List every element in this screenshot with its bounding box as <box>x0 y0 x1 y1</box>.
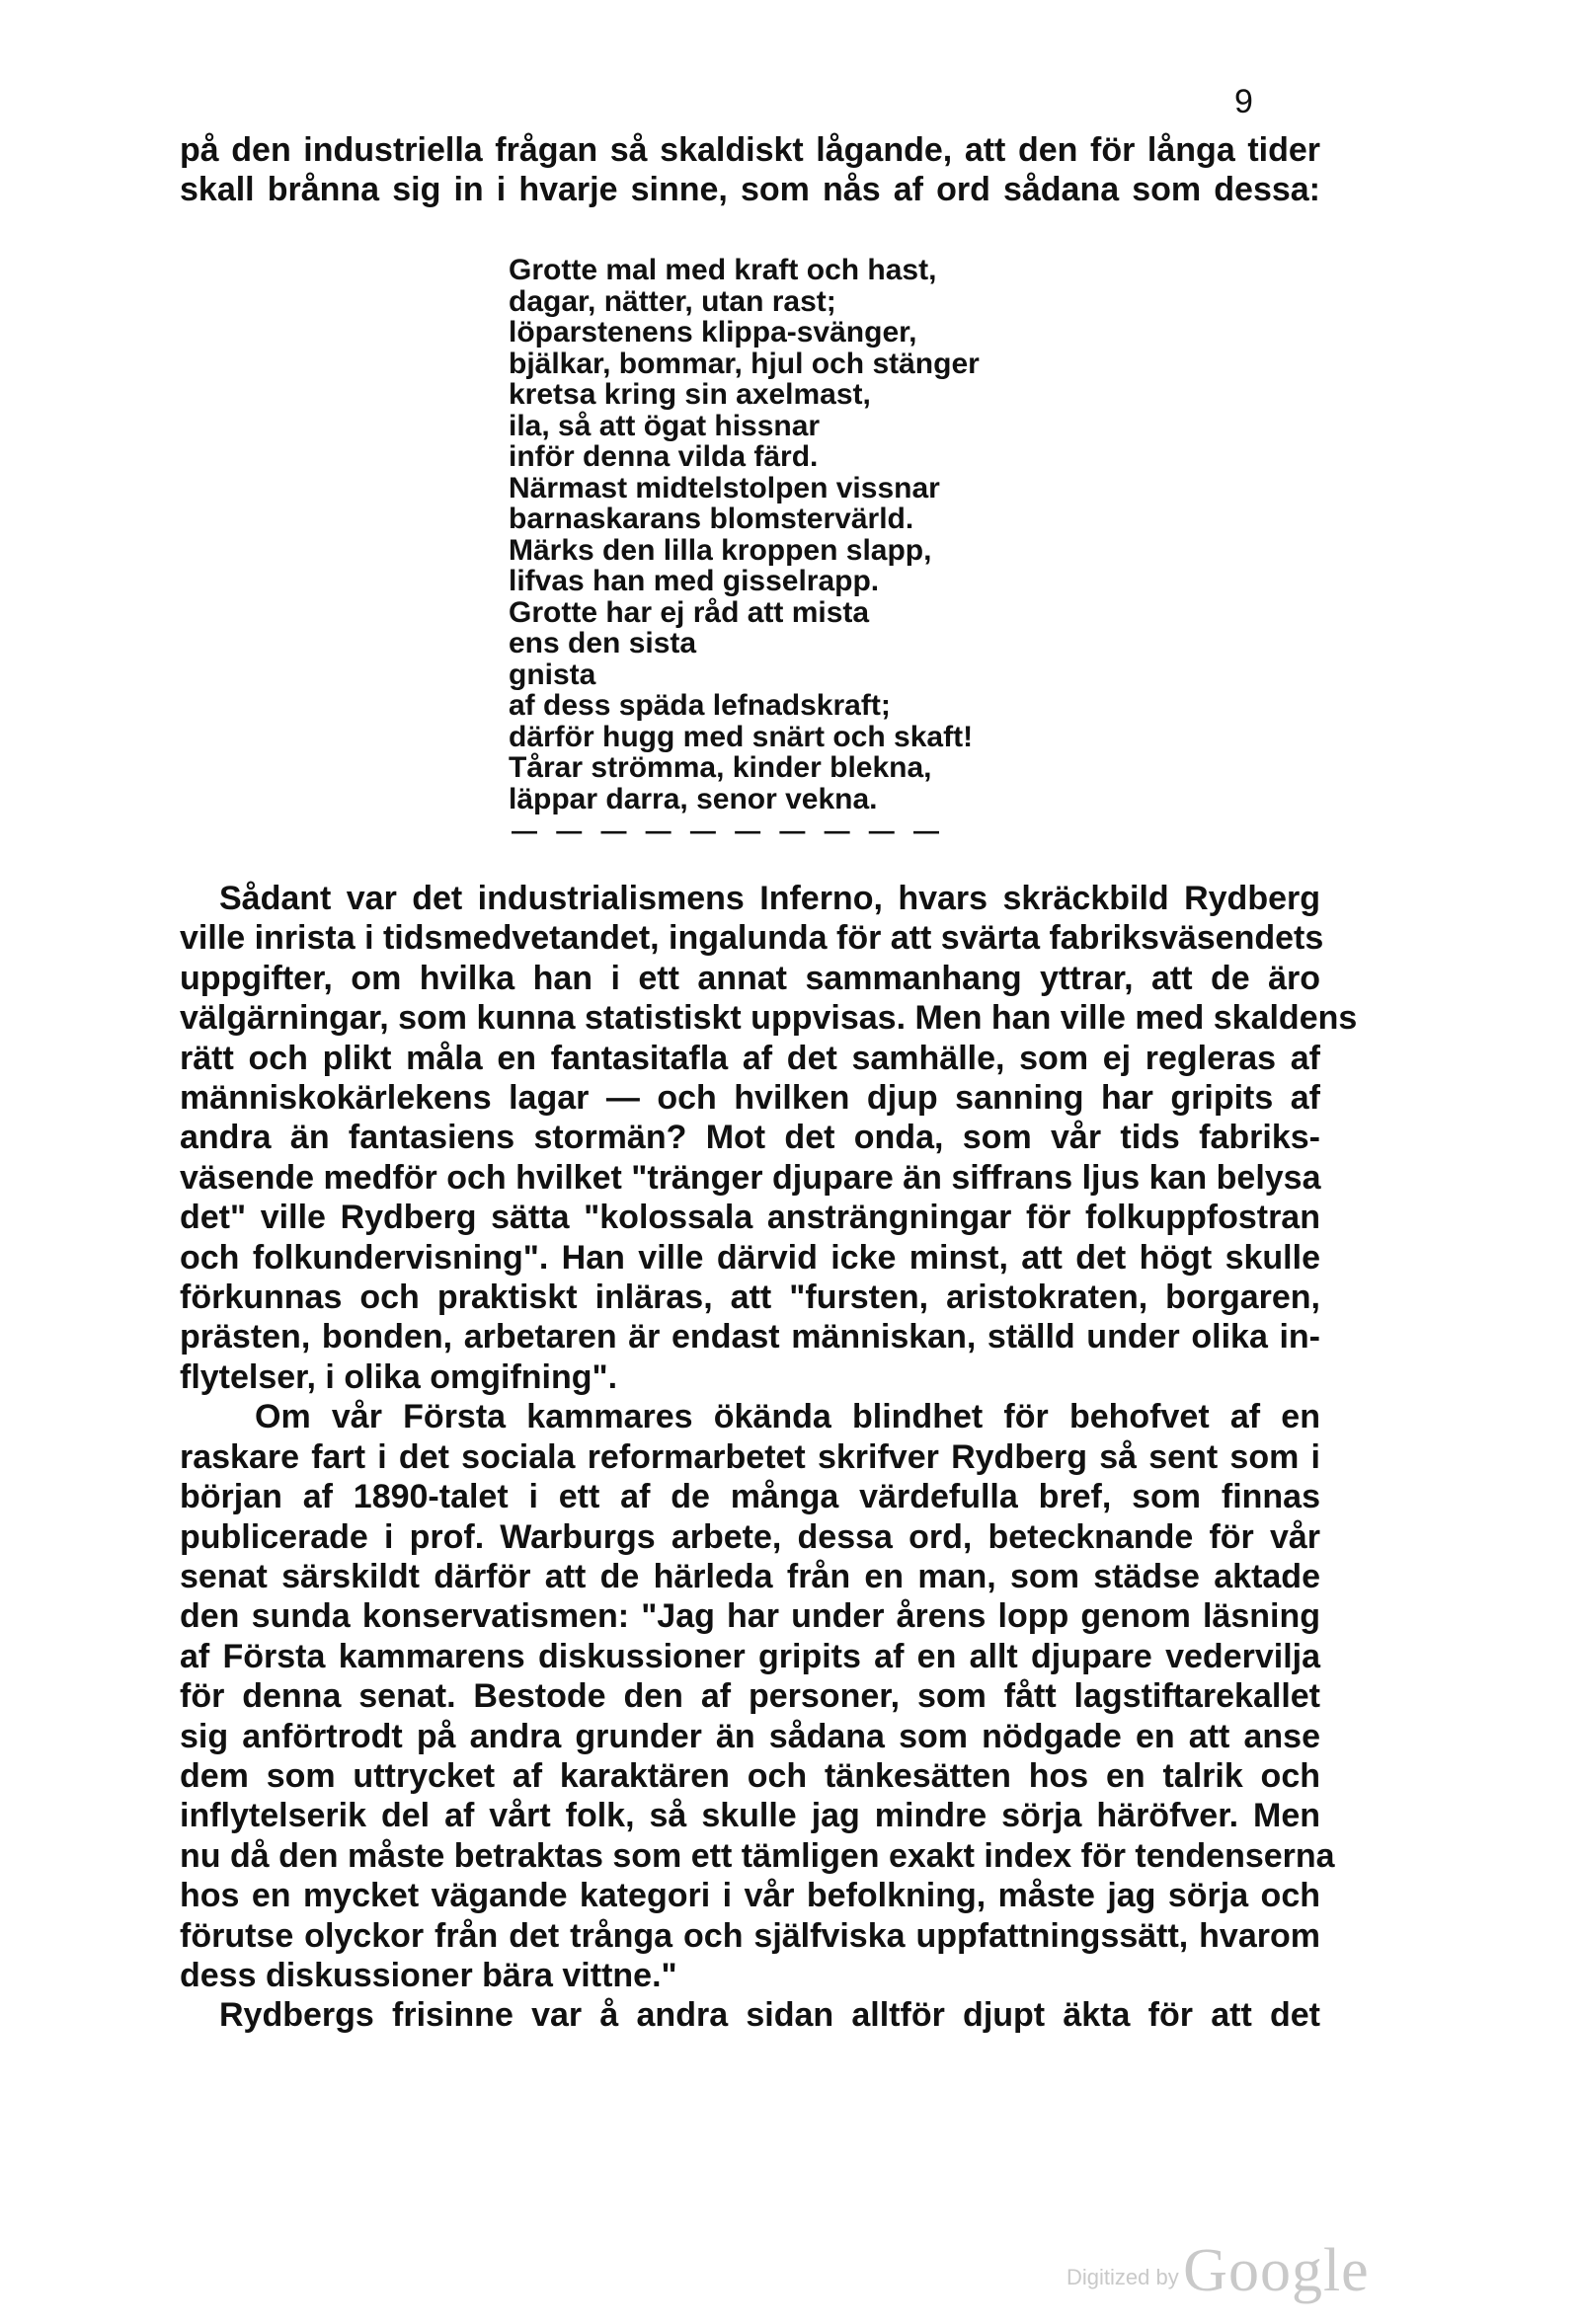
section-divider-dashes: — — — — — — — — — — <box>512 815 946 845</box>
text-line: dess diskussioner bära vittne." <box>180 1956 677 1994</box>
text-line: af Första kammarens diskussioner gripits af en allt djupare vedervilja <box>180 1637 1320 1675</box>
text-line: den sunda konservatismen: "Jag har under årens lopp genom läsning <box>180 1597 1320 1636</box>
poem-line: Märks den lilla kroppen slapp, <box>509 533 932 567</box>
text-line: flytelser, i olika omgifning". <box>180 1357 618 1396</box>
poem-line: läppar darra, senor vekna. <box>509 782 878 815</box>
poem-line: dagar, nätter, utan rast; <box>509 284 836 318</box>
text-line: det" ville Rydberg sätta "kolossala ansträngningar för folkuppfostran <box>180 1199 1320 1237</box>
text-line: publicerade i prof. Warburgs arbete, dessa ord, betecknande för vår <box>180 1517 1320 1556</box>
text-line: Rydbergs frisinne var å andra sidan alltför djupt äkta för att det <box>219 1996 1320 2035</box>
text-line: andra än fantasiens stormän? Mot det onda, som vår tids fabriks- <box>180 1119 1320 1157</box>
poem-quote <box>509 255 1062 814</box>
text-line: på den industriella frågan så skaldiskt lågande, att den för långa tider <box>180 131 1320 169</box>
poem-line: bjälkar, bommar, hjul och stänger <box>509 347 980 380</box>
poem-line: Grotte har ej råd att mista <box>509 595 870 629</box>
poem-line: barnaskarans blomstervärld. <box>509 503 914 535</box>
text-line: skall brånna sig in i hvarje sinne, som nås af ord sådana som dessa: <box>180 171 1320 208</box>
text-line: väsende medför och hvilket "tränger djupare än siffrans ljus kan belysa <box>180 1158 1321 1197</box>
text-line: förutse olyckor från det trånga och själfviska uppfattningssätt, hvarom <box>180 1916 1320 1955</box>
poem-line: gnista <box>509 658 596 691</box>
page-number: 9 <box>1234 83 1254 120</box>
text-line: sig anförtrodt på andra grunder än sådana som nödgade en att anse <box>180 1717 1320 1755</box>
text-line: raskare fart i det sociala reformarbetet skrifver Rydberg så sent som i <box>180 1437 1320 1476</box>
poem-line: inför denna vilda färd. <box>509 440 819 473</box>
poem-line: löparstenens klippa-svänger, <box>509 316 917 349</box>
watermark-prefix: Digitized by <box>1066 2265 1179 2289</box>
poem-line: Närmast midtelstolpen vissnar <box>509 471 940 504</box>
google-logo: Google <box>1183 2237 1370 2304</box>
text-line: prästen, bonden, arbetaren är endast människan, ställd under olika in- <box>180 1318 1320 1356</box>
poem-line: af dess späda lefnadskraft; <box>509 689 891 722</box>
body-text <box>180 879 1358 2036</box>
text-line: ville inrista i tidsmedvetandet, ingalunda för att svärta fabriksväsendets <box>180 919 1324 958</box>
text-line: dem som uttrycket af karaktären och tänkesätten hos en talrik och <box>180 1756 1320 1795</box>
intro-paragraph <box>180 130 1320 209</box>
text-line: senat särskildt därför att de härleda från en man, som städse aktade <box>180 1557 1320 1595</box>
text-line: och folkundervisning". Han ville därvid icke minst, att det högt skulle <box>180 1238 1320 1277</box>
text-line: Sådant var det industrialismens Inferno, hvars skräckbild Rydberg <box>219 880 1320 917</box>
digitized-by-google-watermark <box>1066 2236 1370 2306</box>
poem-line: Grotte mal med kraft och hast, <box>509 254 937 286</box>
text-line: för denna senat. Bestode den af personer, som fått lagstiftarekallet <box>180 1677 1320 1716</box>
poem-line: lifvas han med gisselrapp. <box>509 565 880 597</box>
poem-line: kretsa kring sin axelmast, <box>509 378 871 411</box>
poem-line: Tårar strömma, kinder blekna, <box>509 751 932 784</box>
text-line: förkunnas och praktiskt inläras, att "fursten, aristokraten, borgaren, <box>180 1278 1320 1317</box>
text-line: hos en mycket vägande kategori i vår befolkning, måste jag sörja och <box>180 1877 1320 1915</box>
text-line: välgärningar, som kunna statistiskt uppvisas. Men han ville med skaldens <box>180 999 1358 1038</box>
text-line: inflytelserik del af vårt folk, så skulle jag mindre sörja häröfver. Men <box>180 1797 1320 1835</box>
text-line: rätt och plikt måla en fantasitafla af det samhälle, som ej regleras af <box>180 1039 1320 1077</box>
poem-line: därför hugg med snärt och skaft! <box>509 720 974 753</box>
poem-line: ens den sista <box>509 627 697 659</box>
text-line: nu då den måste betraktas som ett tämligen exakt index för tendenserna <box>180 1836 1335 1875</box>
text-line: människokärlekens lagar — och hvilken djup sanning har gripits af <box>180 1079 1320 1118</box>
poem-line: ila, så att ögat hissnar <box>509 409 821 442</box>
text-line: Om vår Första kammares ökända blindhet för behofvet af en <box>255 1398 1320 1436</box>
text-line: början af 1890-talet i ett af de många värdefulla bref, som finnas <box>180 1478 1320 1516</box>
text-line: uppgifter, om hvilka han i ett annat sammanhang yttrar, att de äro <box>180 959 1320 997</box>
